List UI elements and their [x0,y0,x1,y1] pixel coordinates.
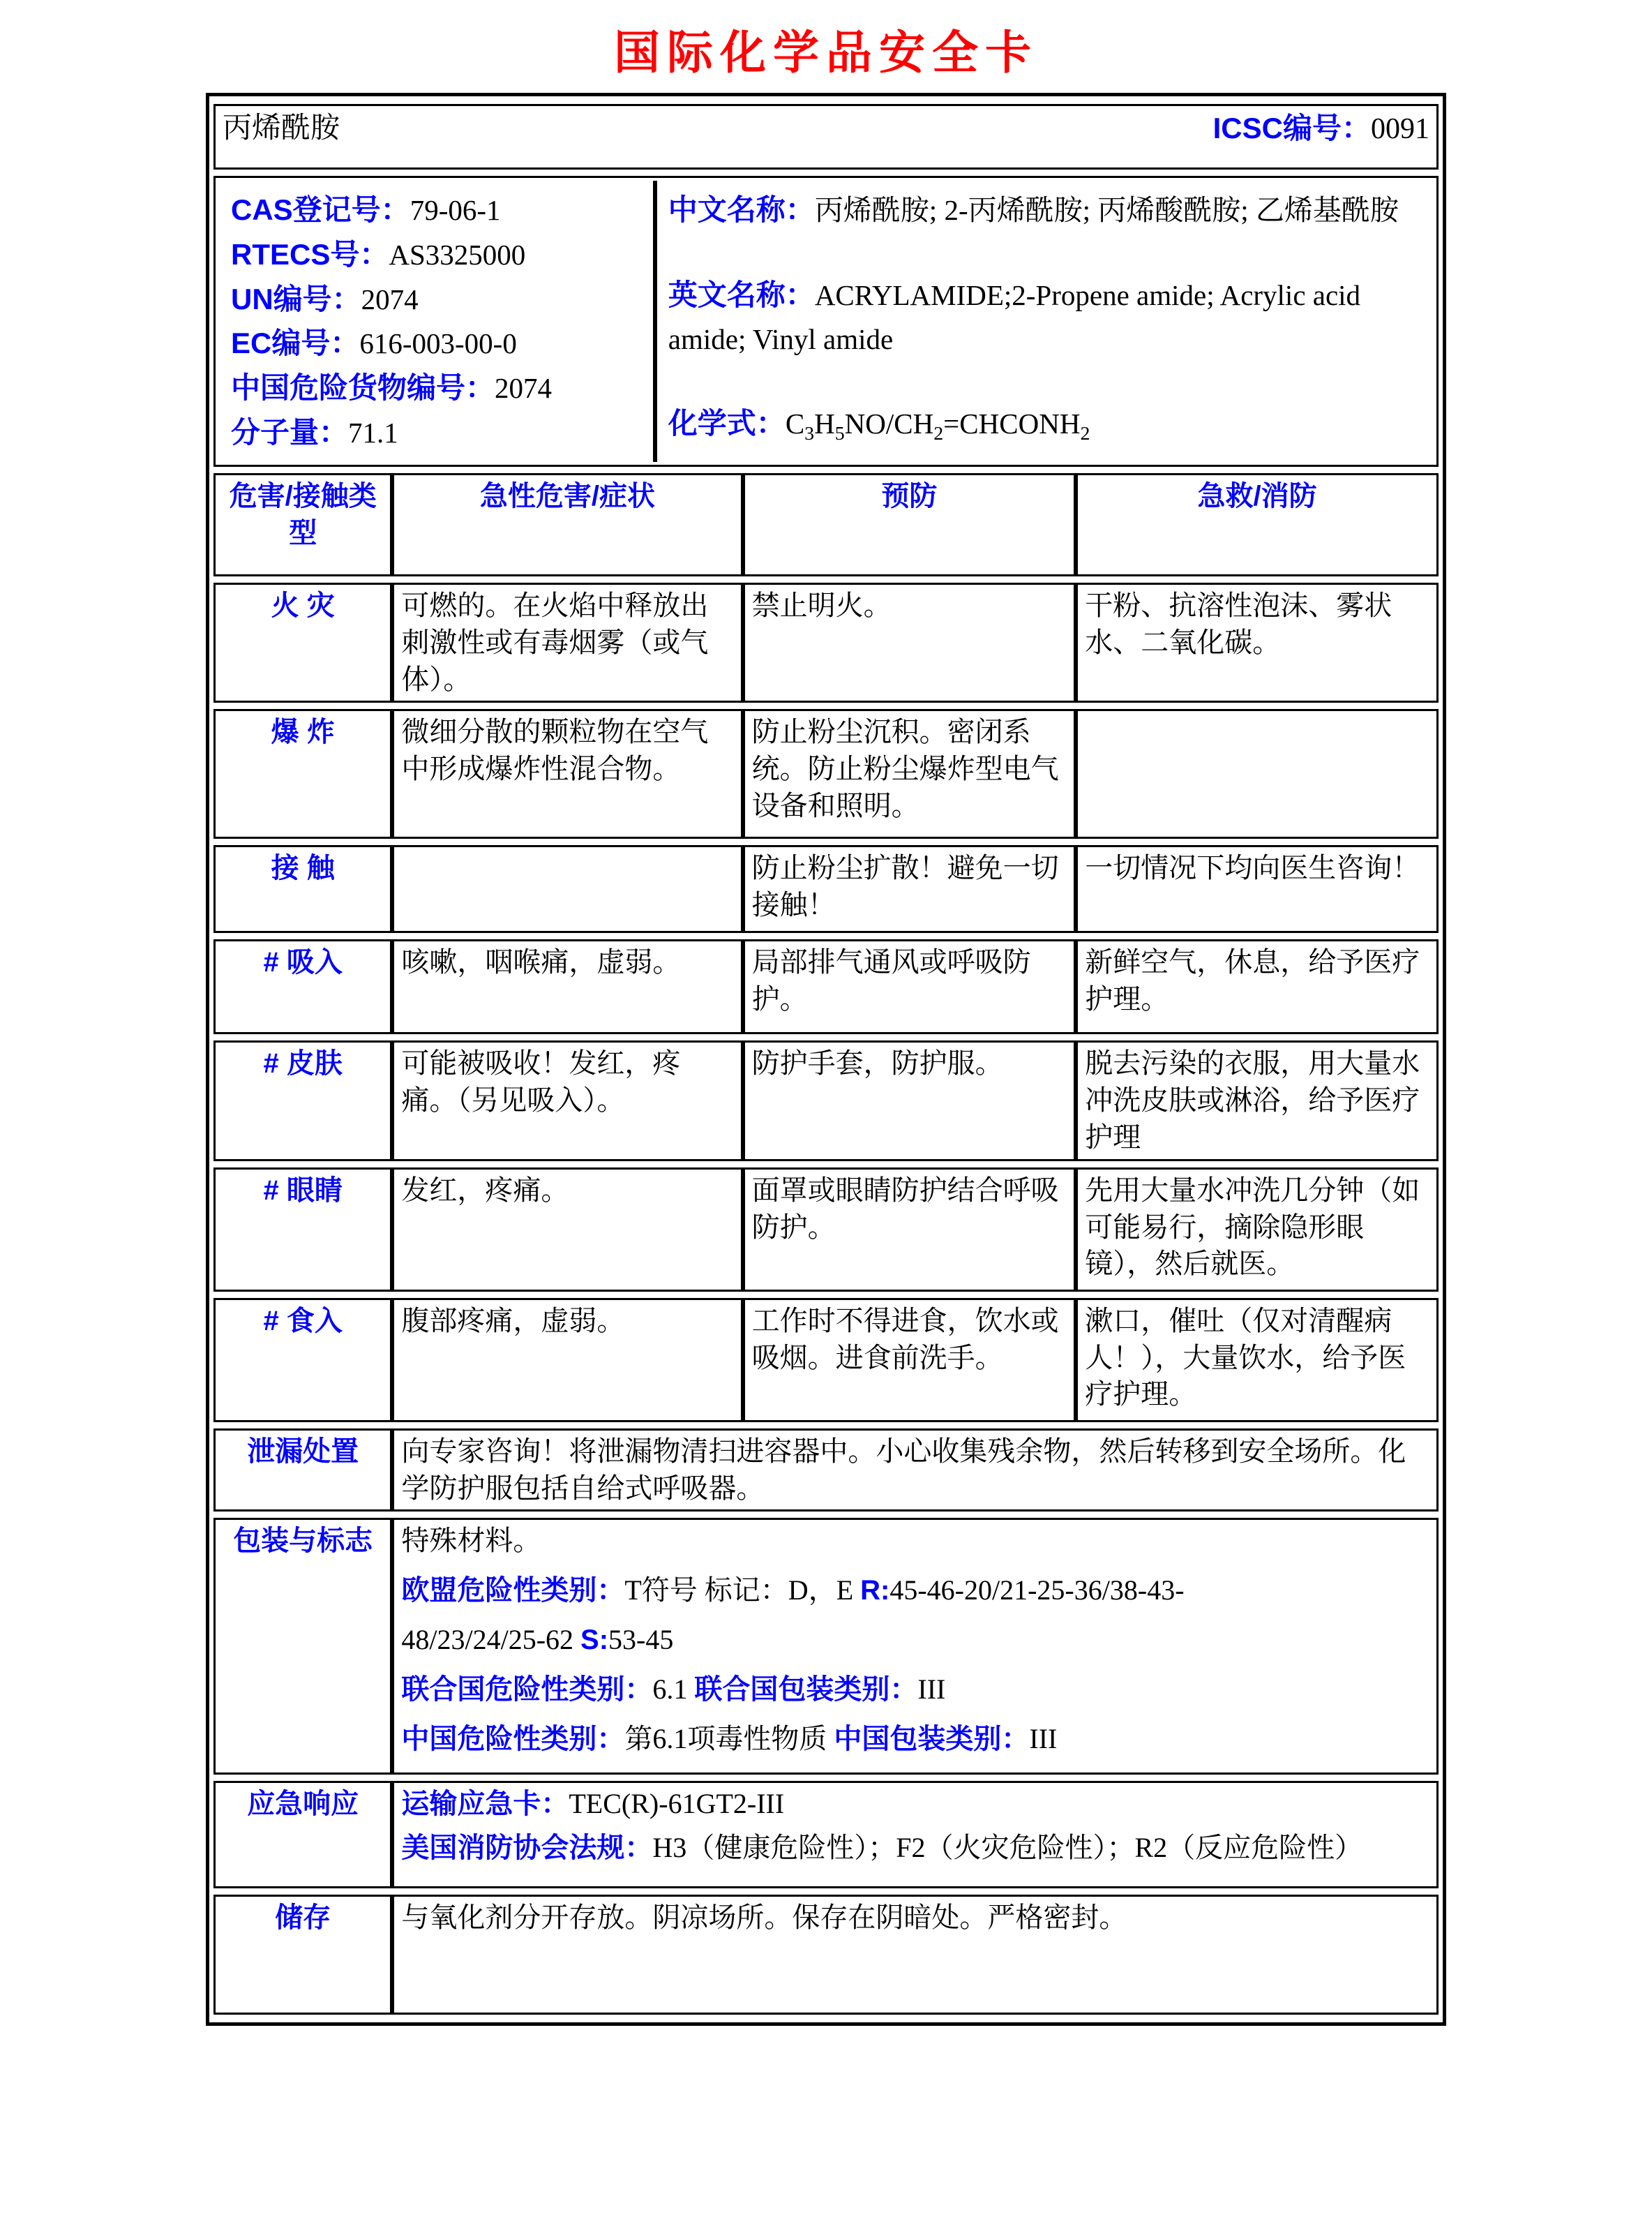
row-emergency-response [213,1781,1439,1888]
substance-name: 丙烯酰胺 [223,112,340,144]
packaging-line-eu-classification: 欧盟危险性类别：T符号 标记：D，E R:45-46-20/21-25-36/38-43- [401,1574,1185,1606]
identification-names [657,181,1429,462]
rtecs-number: RTECS号：AS3325000 [231,237,526,271]
row-label-eyes: # 眼睛 [213,1167,392,1292]
formula-value: $C_3H_5NO/CH_2=CHCONH_2$ [785,407,1090,445]
row-label-exposure: 接 触 [213,845,392,933]
explosion-prevention-cell: 防止粉尘沉积。密闭系统。防止粉尘爆炸型电气设备和照明。 [743,709,1076,839]
safety-card-table [213,98,1439,2021]
row-spill-disposal [213,1428,1439,1512]
chemical-formula: 化学式：$C_3H_5NO/CH_2=CHCONH_2$ [668,406,1090,445]
row-storage [213,1895,1439,2015]
row-skin [213,1040,1439,1160]
english-name: 英文名称：ACRYLAMIDE;2-Propene amide; Acrylic acid amide; Vinyl amide [668,278,1361,355]
fire-prevention-cell: 禁止明火。 [743,583,1076,703]
spill-disposal-cell: 向专家咨询！将泄漏物清扫进容器中。小心收集残余物，然后转移到安全场所。化学防护服包括自给式呼吸器。 [392,1428,1439,1512]
row-label-fire: 火 灾 [213,583,392,703]
packaging-line-china-classification: 中国危险性类别：第6.1项毒性物质 中国包装类别：III [401,1722,1058,1754]
row-exposure [213,845,1439,933]
storage-cell: 与氧化剂分开存放。阴凉场所。保存在阴暗处。严格密封。 [392,1895,1439,2015]
row-label-emergency-response: 应急响应 [213,1781,392,1888]
explosion-symptoms-cell: 微细分散的颗粒物在空气中形成爆炸性混合物。 [392,709,742,839]
icsc-label: ICSC编号： [1212,112,1371,144]
row-label-storage: 储存 [213,1895,392,2015]
substance-header-row [213,104,1439,170]
page-title: 国际化学品安全卡 [614,26,1038,80]
row-fire [213,583,1439,703]
un-number: UN编号：2074 [231,282,419,315]
ingestion-symptoms-cell: 腹部疼痛，虚弱。 [392,1298,742,1422]
row-eyes [213,1167,1439,1292]
row-label-spill-disposal: 泄漏处置 [213,1428,392,1512]
row-label-skin: # 皮肤 [213,1040,392,1160]
hazard-table-header-row [213,473,1439,576]
eyes-prevention-cell: 面罩或眼睛防护结合呼吸防护。 [743,1167,1076,1292]
cas-number: CAS登记号：79-06-1 [231,193,501,226]
explosion-response-cell [1076,709,1439,839]
row-label-explosion: 爆 炸 [213,709,392,839]
row-explosion [213,709,1439,839]
row-inhalation [213,939,1439,1034]
emergency-line-tec: 运输应急卡：TEC(R)-61GT2-III [401,1788,785,1820]
ingestion-response-cell: 漱口，催吐（仅对清醒病人！），大量饮水，给予医疗护理。 [1076,1298,1439,1422]
exposure-symptoms-cell [392,845,742,933]
exposure-prevention-cell: 防止粉尘扩散！避免一切接触！ [743,845,1076,933]
col-header-firstaid: 急救/消防 [1076,473,1439,576]
inhalation-response-cell: 新鲜空气，休息，给予医疗护理。 [1076,939,1439,1034]
china-dangerous-goods-number: 中国危险货物编号：2074 [231,371,553,405]
icsc-value: 0091 [1371,113,1429,145]
ec-number: EC编号：616-003-00-0 [231,327,517,360]
inhalation-prevention-cell: 局部排气通风或呼吸防护。 [743,939,1076,1034]
ingestion-prevention-cell: 工作时不得进食，饮水或吸烟。进食前洗手。 [743,1298,1076,1422]
col-header-prevention: 预防 [743,473,1076,576]
eyes-response-cell: 先用大量水冲洗几分钟（如可能易行，摘除隐形眼镜），然后就医。 [1076,1167,1439,1292]
identification-row [213,176,1439,467]
row-label-packaging: 包装与标志 [213,1518,392,1775]
packaging-line-un-classification: 联合国危险性类别：6.1 联合国包装类别：III [401,1673,946,1705]
skin-prevention-cell: 防护手套，防护服。 [743,1040,1076,1160]
inhalation-symptoms-cell: 咳嗽，咽喉痛，虚弱。 [392,939,742,1034]
emergency-response-cell [392,1781,1439,1888]
row-label-ingestion: # 食入 [213,1298,392,1422]
exposure-response-cell: 一切情况下均向医生咨询！ [1076,845,1439,933]
identification-cell [213,176,1439,467]
chinese-name: 中文名称：丙烯酰胺; 2-丙烯酰胺; 丙烯酸酰胺; 乙烯基酰胺 [668,193,1399,226]
molecular-weight: 分子量：71.1 [231,416,398,449]
row-label-inhalation: # 吸入 [213,939,392,1034]
fire-response-cell: 干粉、抗溶性泡沫、雾状水、二氧化碳。 [1076,583,1439,703]
substance-header-cell [213,104,1439,170]
eyes-symptoms-cell: 发红，疼痛。 [392,1167,742,1292]
identification-registry-numbers [223,181,657,462]
row-ingestion [213,1298,1439,1422]
emergency-line-nfpa: 美国消防协会法规：H3（健康危险性）；F2（火灾危险性）；R2（反应危险性） [401,1832,1363,1864]
icsc-number [1213,109,1429,149]
packaging-line-eu-classification-cont: 48/23/24/25-62 S:53-45 [401,1623,674,1655]
skin-symptoms-cell: 可能被吸收！发红，疼痛。（另见吸入）。 [392,1040,742,1160]
col-header-hazard-type: 危害/接触类型 [213,473,392,576]
fire-symptoms-cell: 可燃的。在火焰中释放出刺激性或有毒烟雾（或气体）。 [392,583,742,703]
packaging-line-special-material: 特殊材料。 [401,1525,541,1557]
skin-response-cell: 脱去污染的衣服，用大量水冲洗皮肤或淋浴，给予医疗护理 [1076,1040,1439,1160]
row-packaging-labelling [213,1518,1439,1775]
safety-card-frame [206,93,1446,2026]
packaging-labelling-cell [392,1518,1439,1775]
col-header-symptoms: 急性危害/症状 [392,473,742,576]
